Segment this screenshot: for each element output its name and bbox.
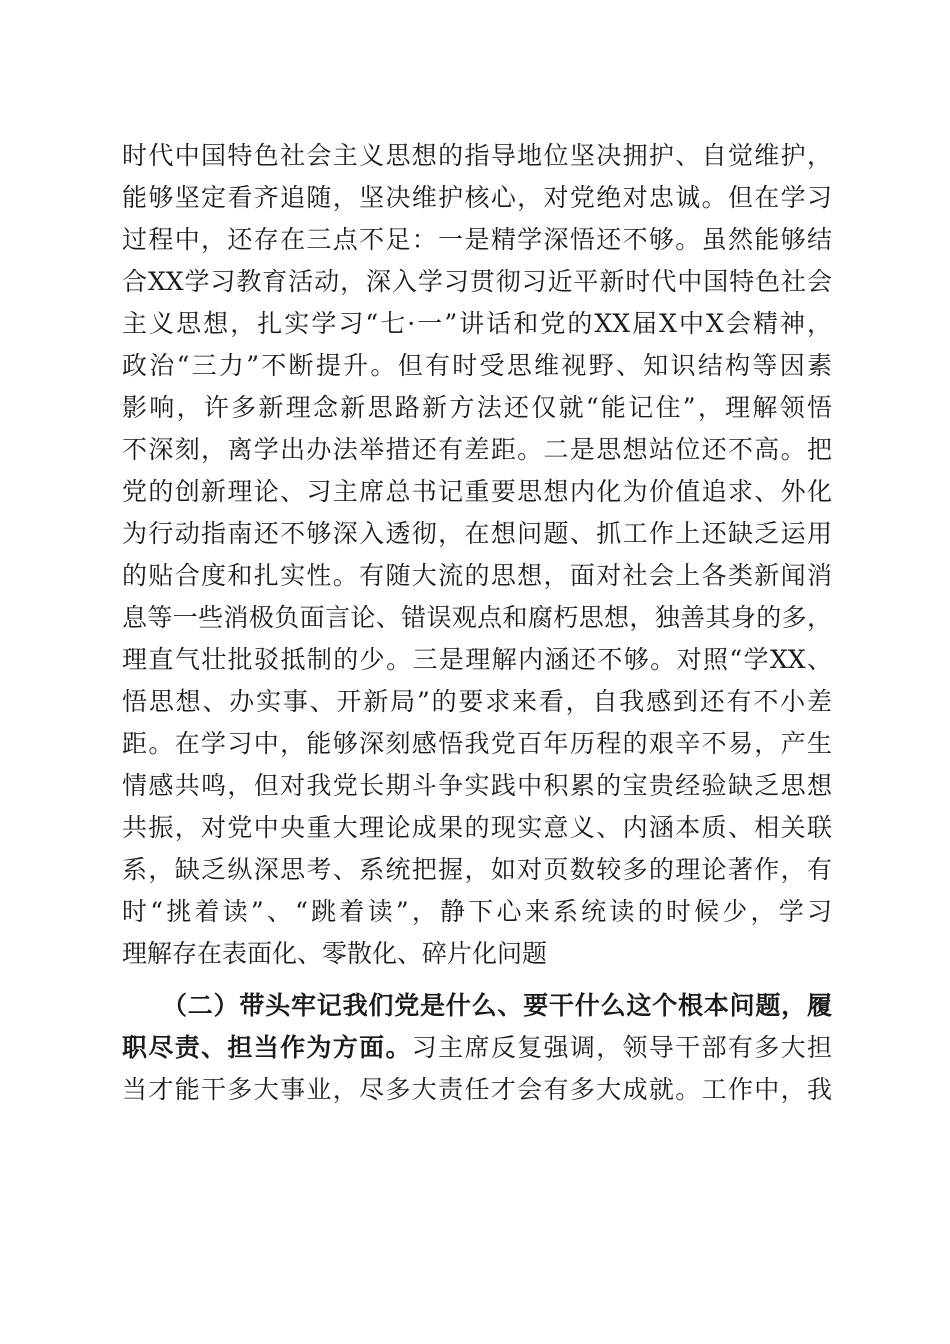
body-text-line: 理解存在表面化、零散化、碎片化问题 — [122, 939, 548, 968]
body-text-line: 主义思想，扎实学习“七·一”讲话和党的XX届X中X会精神， — [122, 309, 832, 338]
body-text-line: 时“挑着读”、“跳着读”，静下心来系统读的时候少，学习 — [122, 897, 832, 926]
body-text-line: 情感共鸣，但对我党长期斗争实践中积累的宝贵经验缺乏思想 — [122, 771, 832, 800]
body-text-line: 距。在学习中，能够深刻感悟我党百年历程的艰辛不易，产生 — [122, 729, 832, 758]
body-text-line: 当才能干多大事业，尽多大责任才会有多大成就。工作中，我 — [122, 1075, 832, 1104]
body-text-line: 的贴合度和扎实性。有随大流的思想，面对社会上各类新闻消 — [122, 561, 832, 590]
body-text-line: 悟思想、办实事、开新局”的要求来看，自我感到还有不小差 — [122, 687, 832, 716]
body-text-line: 时代中国特色社会主义思想的指导地位坚决拥护、自觉维护， — [122, 141, 832, 170]
body-text-line: 息等一些消极负面言论、错误观点和腐朽思想，独善其身的多， — [122, 603, 832, 632]
body-text-line: 系，缺乏纵深思考、系统把握，如对页数较多的理论著作，有 — [122, 855, 832, 884]
body-text-line: 过程中，还存在三点不足：一是精学深悟还不够。虽然能够结 — [122, 225, 832, 254]
body-text-line: 合XX学习教育活动，深入学习贯彻习近平新时代中国特色社会 — [122, 267, 832, 296]
body-text-line: 不深刻，离学出办法举措还有差距。二是思想站位还不高。把 — [122, 435, 832, 464]
section-heading-mixed-line — [122, 1028, 832, 1068]
body-text-line: 共振，对党中央重大理论成果的现实意义、内涵本质、相关联 — [122, 813, 832, 842]
section-heading-text: 职尽责、担当作为方面。 — [122, 1033, 412, 1062]
body-text-line: 为行动指南还不够深入透彻，在想问题、抓工作上还缺乏运用 — [122, 519, 832, 548]
body-text-line: 影响，许多新理念新思路新方法还仅就“能记住”，理解领悟 — [122, 393, 832, 422]
body-text-line: 政治“三力”不断提升。但有时受思维视野、知识结构等因素 — [122, 351, 832, 380]
body-text-line: 能够坚定看齐追随，坚决维护核心，对党绝对忠诚。但在学习 — [122, 183, 832, 212]
body-text-line: 理直气壮批驳抵制的少。三是理解内涵还不够。对照“学XX、 — [122, 645, 832, 674]
section-heading-line: （二）带头牢记我们党是什么、要干什么这个根本问题，履 — [162, 991, 832, 1020]
body-text-line: 党的创新理论、习主席总书记重要思想内化为价值追求、外化 — [122, 477, 832, 506]
section-body-text: 习主席反复强调，领导干部有多大担 — [411, 1033, 832, 1062]
